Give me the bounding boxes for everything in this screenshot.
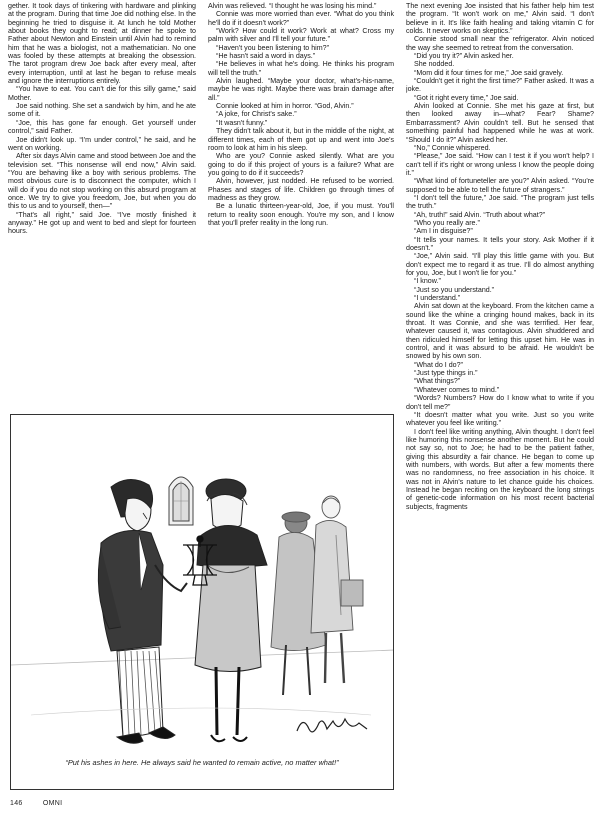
paragraph: “You have to eat. You can't die for this silly game,” said Mother. <box>8 85 196 102</box>
paragraph: Alvin looked at Connie. She met his gaze at first, but then looked away in—what? Fear? Shame? Embarrassment? Alvin couldn't tell. But he sensed that something painful had happened while he was at work. “Should I do it?” Alvin asked her. <box>406 102 594 144</box>
magazine-name: OMNI <box>42 800 63 807</box>
paragraph: “Whatever comes to mind.” <box>414 385 500 394</box>
woman-figure <box>183 479 267 741</box>
gothic-window <box>169 477 193 525</box>
paragraph: Connie stood small near the refrigerator. Alvin noticed the way she seemed to retreat from the conversation. <box>406 35 594 52</box>
paragraph: “I know.” <box>414 277 441 286</box>
paragraph: I don't feel like writing anything, Alvin thought. I don't feel like humoring this nonsense another moment. But he could not say so, not to Joe; he had to be the patient father, giving this absurdity a fair chance. He began to come up with numbers, with words. But after a few moments there was no randomness, no free association in his choice. It was not in Alvin's nature to let chance guide his choices. Instead he began reciting on the keyboard the long strings of genetic-code information on his most recent bacterial subjects, fragments <box>406 427 594 511</box>
paragraph: “Did you try it?” Alvin asked her. <box>414 52 514 61</box>
paragraph: “I understand.” <box>414 294 461 303</box>
paragraph: “Haven't you been listening to him?” <box>216 43 329 52</box>
paragraph: The next evening Joe insisted that his father help him test the program. “It won't work on me,” Alvin said. “I don't believe in it. It's like faith healing and taking vitamin C for colds. It never works on skeptics.” <box>406 2 594 36</box>
paragraph: “It doesn't matter what you write. Just so you write whatever you feel like writing.” <box>406 410 594 428</box>
paragraph: “No,” Connie whispered. <box>414 143 491 152</box>
paragraph: Be a lunatic thirteen-year-old, Joe, if you must. You'll return to reality soon enough. You're my son, and I know that you'll prefer reality in the long run. <box>208 202 394 227</box>
paragraph: “Ah, truth!” said Alvin. “Truth about what?” <box>414 210 546 219</box>
paragraph: “Just type things in.” <box>414 369 478 378</box>
paragraph: “I don't tell the future,” Joe said. “The program just tells the truth.” <box>406 193 594 211</box>
paragraph: Who are you? Connie asked silently. What are you going to do if this project of yours is a failure? What are you going to do if it succeeds? <box>208 152 394 177</box>
paragraph: “What kind of fortuneteller are you?” Alvin asked. “You're supposed to be able to tell the future of strangers.” <box>406 177 594 194</box>
paragraph: “What things?” <box>414 377 461 386</box>
paragraph: “Mom did it four times for me,” Joe said gravely. <box>414 68 564 77</box>
page-footer <box>10 800 80 807</box>
paragraph: Connie looked at him in horror. “God, Alvin.” <box>216 102 354 111</box>
paragraph: “Am I in disguise?” <box>414 227 473 236</box>
paragraph: “What do I do?” <box>414 360 463 369</box>
paragraph: Joe didn't look up. “I'm under control,” he said, and he went on working. <box>8 135 196 152</box>
background-mourners <box>271 496 363 695</box>
paragraph: “Joe, this has gone far enough. Get yourself under control,” said Father. <box>8 118 196 136</box>
column-2 <box>208 2 394 399</box>
paragraph: “Joe,” Alvin said. “I'll play this little game with you. But don't expect me to regard it as true. I'll do almost anything for you, Joe, but I won't lie for you.” <box>406 252 594 277</box>
paragraph: Joe said nothing. She set a sandwich by him, and he ate some of it. <box>8 102 196 119</box>
paragraph: “That's all right,” said Joe. “I've mostly finished it anyway.” He got up and went to bed and slept for fourteen hours. <box>8 210 196 236</box>
paragraph: “He believes in what he's doing. He thinks his program will tell the truth.” <box>208 60 394 77</box>
paragraph: “Please,” Joe said. “How can I test it if you won't help? I can't tell if it's right or wrong unless I know the people doing it.” <box>406 152 594 177</box>
paragraph: “Couldn't get it right the first time?” Father asked. It was a joke. <box>406 77 594 94</box>
column-1 <box>8 2 196 399</box>
paragraph: “It tells your names. It tells your story. Ask Mother if it doesn't.” <box>406 235 594 252</box>
paragraph: Alvin laughed. “Maybe your doctor, what's-his-name, maybe he was right. Maybe there was brain damage after all.” <box>208 77 394 102</box>
paragraph: “Got it right every time,” Joe said. <box>414 93 519 102</box>
signature-scrawl <box>293 711 373 741</box>
paragraph: Alvin was relieved. “I thought he was losing his mind.” <box>208 2 377 10</box>
cartoon-caption: “Put his ashes in here. He always said he wanted to remain active, no matter what!” <box>65 758 339 767</box>
paragraph: “It wasn't funny.” <box>216 118 268 127</box>
column-3 <box>406 2 594 810</box>
paragraph: Alvin, however, just nodded. He refused to be worried. Phases and stages of life. Children go through times of madness as they grow. <box>208 177 394 202</box>
paragraph: “A joke, for Christ's sake.” <box>216 110 297 119</box>
paragraph: They didn't talk about it, but in the middle of the night, at different times, each of them got up and went into Joe's room to look at him in his sleep. <box>208 127 394 152</box>
page-number: 146 <box>10 800 23 807</box>
paragraph: “Work? How could it work? Work at what? Cross my palm with silver and I'll tell your future.” <box>208 27 394 44</box>
paragraph: “He hasn't said a word in days.” <box>216 52 316 61</box>
paragraph: After six days Alvin came and stood between Joe and the television set. “This nonsense will end now,” Alvin said. “You are behaving like a boy with serious problems. The most obvious cure is to disconnect the computer, which I will do if you do not stop working on this absurd program at once. We try to give you freedom, Joe, but when you do this to us and to yourself, then—” <box>8 152 196 211</box>
cartoon-illustration <box>10 414 394 790</box>
paragraph: gether. It took days of tinkering with hardware and plinking at the program. During that time Joe did nothing else. In the beginning he tried to disguise it. At lunch he told Mother about books they ought to read; at dinner he spoke to Father about Newton and Einstein until Alvin had to remind him that he was a biologist, not a mathematician. No one was fooled by these attempts at breaking the obsession. The tarot program drew Joe back after every meal, after every interruption, until at last he began to refuse meals and ignore the interruptions entirely. <box>8 2 196 86</box>
paragraph: Alvin sat down at the keyboard. From the kitchen came a sound like the whine a cringing hound makes, back in its throat. It was Connie, and she was terrified. Her fear, whatever caused it, was contagious. Alvin shuddered and then ridiculed himself for letting this upset him. He was in control, and it was absurd to be afraid. He wouldn't be snowed by his own son. <box>406 302 594 361</box>
paragraph: Connie was more worried than ever. “What do you think he'll do if it doesn't work?” <box>208 10 394 27</box>
paragraph: “Words? Numbers? How do I know what to write if you don't tell me?” <box>406 394 594 411</box>
paragraph: She nodded. <box>414 60 455 69</box>
paragraph: “Just so you understand.” <box>414 285 495 294</box>
paragraph: “Who you really are.” <box>414 218 480 227</box>
